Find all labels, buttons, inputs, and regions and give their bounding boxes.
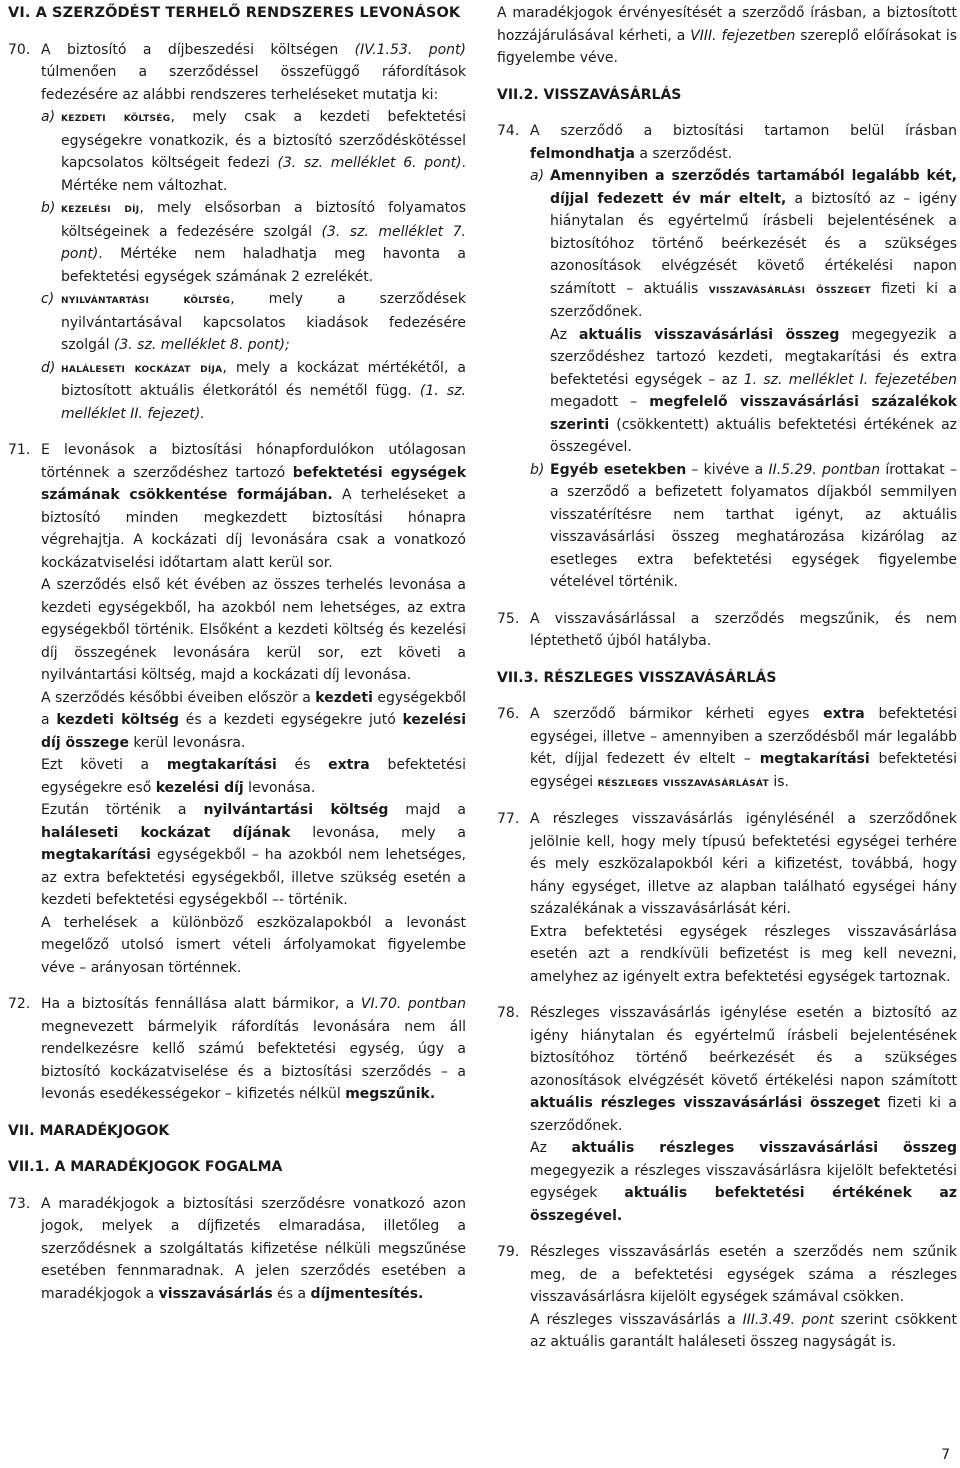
text-span: írottakat – a szerződő a befizetett folyamatos díjakból semmilyen visszatérítésre nem tarthat igényt, az aktuális visszavásárlási összeg meghatározása kizárólag az esetleges extra befektetési egységek figyelembe vételével történik. xyxy=(550,461,958,590)
bold-span: kezelési díj összege xyxy=(41,712,466,751)
list-label: b) xyxy=(530,461,545,478)
defined-term: haláleseti kockázat díja xyxy=(61,360,223,376)
text-span: – kivéve a xyxy=(686,461,769,478)
cross-reference: (3. sz. melléklet 6. pont) xyxy=(277,155,462,171)
paragraph-77 xyxy=(497,808,957,988)
paragraph-75 xyxy=(497,608,957,653)
text xyxy=(41,754,466,799)
text-span: levonása, mely a xyxy=(290,824,466,841)
text-span: megnevezett bármelyik ráfordítás levonására nem áll rendelkezésre kellő számú befektetési egység, úgy a biztosító kockázatviselése és a biztosítási szerződés – a levonás esedékességekor – kifizetés nélkül xyxy=(41,1018,466,1102)
text-span: a szerződést. xyxy=(634,145,733,162)
bold-span: aktuális részleges visszavásárlási összeg xyxy=(571,1140,957,1156)
text-span: A biztosító a díjbeszedési költségen xyxy=(41,41,355,58)
list-label: b) xyxy=(41,200,56,216)
bold-span: díjmentesítés. xyxy=(310,1285,424,1302)
text-span: . Mértéke nem változhat. xyxy=(61,155,466,194)
list-body xyxy=(550,459,957,594)
text-span: majd a xyxy=(388,802,466,818)
text xyxy=(41,799,466,912)
cross-reference: (3. sz. melléklet 7. pont) xyxy=(61,223,466,262)
text xyxy=(530,120,957,165)
list-body xyxy=(550,165,957,459)
defined-term: kezdeti költség xyxy=(61,110,171,125)
text xyxy=(530,703,957,794)
paragraph-74 xyxy=(497,120,957,594)
cross-reference: III.3.49. pont xyxy=(742,1311,834,1328)
cross-reference: (1. sz. melléklet II. fejezet). xyxy=(61,383,466,422)
bold-span: Egyéb esetekben xyxy=(550,461,687,478)
paragraph-number: 79. xyxy=(497,1244,520,1260)
text-span: A szerződés későbbi éveiben először a xyxy=(41,689,316,706)
cross-reference: VI.70. pontban xyxy=(360,996,467,1012)
bold-span: kezdeti xyxy=(315,689,373,706)
text-span: szereplő előírásokat is figyelembe véve. xyxy=(497,27,958,66)
defined-term: részleges visszavásárlását xyxy=(597,774,769,790)
text-span: A szerződő a biztosítási tartamon belül írásban xyxy=(530,123,957,139)
paragraph-72 xyxy=(8,993,466,1106)
cross-reference: (IV.1.53. pont) xyxy=(354,41,466,58)
bold-span: extra xyxy=(823,706,865,722)
paragraph-number: 77. xyxy=(497,811,520,827)
text-span: a biztosító az – igény hiánytalan és egyértelmű írásbeli bejelentésének a biztosítóhoz történő beérkezését és a szükséges azonosítások elvégzését követő értékelési napon számított – aktuális xyxy=(550,190,957,297)
paragraph-number: 74. xyxy=(497,123,520,139)
text-span: A részleges visszavásárlás a xyxy=(530,1311,743,1328)
bold-span: aktuális részleges visszavásárlási összeget xyxy=(530,1095,881,1111)
list-label: d) xyxy=(41,359,56,376)
text-span: Ha a biztosítás fennállása alatt bármikor, a xyxy=(41,996,361,1012)
section-heading-vii-3: VII.3. RÉSZLEGES VISSZAVÁSÁRLÁS xyxy=(497,669,777,686)
text-span: A maradékjogok érvényesítését a szerződő írásban, a biztosított hozzájárulásával kérheti, a xyxy=(497,5,957,44)
bold-span: Amennyiben a szerződés tartamából legalább két, díjjal fedezett év már eltelt, xyxy=(550,168,957,207)
bold-span: megtakarítási xyxy=(166,757,277,773)
text-span: , mely csak a kezdeti befektetési egységekre vonatkozik, és a biztosító szerződéskötéssel kapcsolatos költségeit fedezi xyxy=(61,109,467,171)
list-item-b xyxy=(41,197,466,288)
text-span: szerint csökkent az aktuális garantált haláleseti összeg nagyságát is. xyxy=(530,1311,958,1350)
bold-span: megszűnik. xyxy=(345,1086,436,1102)
list-label: c) xyxy=(41,291,55,307)
text-span: megegyezik a részleges visszavásárlásra kijelölt befektetési egységek xyxy=(530,1162,957,1201)
paragraph-body xyxy=(530,1002,957,1227)
text-span: . Mértéke nem haladhatja meg havonta a befektetési egységek számának 2 ezrelékét. xyxy=(61,246,466,285)
paragraph-78 xyxy=(497,1002,957,1227)
text xyxy=(41,439,466,574)
text-span: levonása. xyxy=(243,779,316,796)
text-span: is. xyxy=(768,773,789,790)
list-body xyxy=(61,197,466,288)
paragraph-body xyxy=(530,1241,957,1354)
bold-span: felmondhatja xyxy=(530,145,635,162)
bold-span: aktuális befektetési értékének az összegével. xyxy=(530,1185,957,1224)
bold-span: kezelési díj xyxy=(155,779,244,796)
bold-span: megtakarítási xyxy=(759,751,870,767)
text-span: Ezt követi a xyxy=(41,757,167,773)
paragraph-number: 75. xyxy=(497,610,520,627)
paragraph-body xyxy=(497,2,957,70)
bold-span: extra xyxy=(328,757,370,773)
bold-span: megfelelő visszavásárlási százalékok szerinti xyxy=(550,394,957,433)
text: A visszavásárlással a szerződés megszűnik, és nem léptethető újból hatályba. xyxy=(530,610,957,649)
text-span: Részleges visszavásárlás igénylése esetén a biztosító az igény hiánytalan és egyértelmű írásbeli bejelentésének biztosítóhoz történő beérkezését és a szükséges azonosítások elvégzését követő értékelési napon számított xyxy=(530,1005,957,1089)
text-span: , mely a szerződések nyilvántartásával kapcsolatos kiadások fedezésére szolgál xyxy=(61,291,466,353)
text-span: és a kezdeti egységekre jutó xyxy=(178,712,403,728)
paragraph-body xyxy=(41,993,466,1106)
list-item-a xyxy=(41,106,466,197)
list-item-c xyxy=(41,288,466,357)
text-span: és a xyxy=(272,1285,311,1302)
paragraph-number: 76. xyxy=(497,706,520,722)
text xyxy=(41,993,466,1106)
text-span: kerül levonásra. xyxy=(128,734,246,751)
text-span: E levonások a biztosítási hónapfordulókon utólagosan történnek a szerződéshez tartozó xyxy=(41,442,466,481)
bold-span: befektetési egységek számának csökkentése formájában. xyxy=(41,464,467,503)
text-span: megegyezik a szerződéshez tartozó kezdeti, megtakarítási és extra befektetési egységek – az xyxy=(550,326,957,388)
paragraph-number: 73. xyxy=(8,1195,31,1212)
text-span: befektetési egységei, illetve – amennyiben a szerződésből már legalább két, díjjal fedezett év eltelt – xyxy=(530,706,957,767)
paragraph-number: 78. xyxy=(497,1005,520,1021)
bold-span: visszavásárlás xyxy=(158,1285,273,1302)
list-body xyxy=(61,357,466,426)
text xyxy=(41,687,466,755)
cross-reference: II.5.29. pontban xyxy=(768,461,881,478)
list-item-b xyxy=(530,459,957,594)
cross-reference: VIII. fejezetben xyxy=(690,27,796,44)
text-span: Ezután történik a xyxy=(41,802,204,818)
text-span: fizeti ki a szerződőnek. xyxy=(530,1095,957,1134)
list-body xyxy=(61,106,466,197)
list-body xyxy=(61,288,466,357)
right-column xyxy=(497,2,957,1354)
paragraph-number: 70. xyxy=(8,41,31,58)
bold-span: haláleseti kockázat díjának xyxy=(41,824,291,841)
left-column xyxy=(8,2,466,1305)
section-heading-vi: VI. A SZERZŐDÉST TERHELŐ RENDSZERES LEVONÁSOK xyxy=(8,5,461,21)
paragraph-71 xyxy=(8,439,466,979)
bold-span: nyilvántartási költség xyxy=(203,802,389,818)
bold-span: kezdeti költség xyxy=(56,712,179,728)
text: Részleges visszavásárlás esetén a szerződés nem szűnik meg, de a befektetési egységek száma a részleges visszavásárlásra kijelölt egységek számával csökken. xyxy=(530,1244,957,1305)
text xyxy=(497,2,957,70)
list-label: a) xyxy=(41,109,56,125)
defined-term: visszavásárlási összeget xyxy=(708,281,871,297)
text xyxy=(41,39,466,107)
list-label: a) xyxy=(530,168,545,184)
text xyxy=(530,1309,957,1354)
text-span: A maradékjogok a biztosítási szerződésre vonatkozó azon jogok, melyek a díjfizetés elmaradása, illetőleg a szerződésnek a szolgáltatás kifizetése nélküli megszűnése esetében fennmaradnak. A jelen szerződés esetében a maradékjogok a xyxy=(41,1195,466,1302)
text-span: A terheléseket a biztosító minden megkezdett biztosítási hónapra végrehajtja. A kockázati díj levonására csak a vonatkozó kockázatviselési időtartam alatt kerül sor. xyxy=(41,487,466,571)
text-span: Az xyxy=(550,326,579,343)
text: A szerződés első két évében az összes terhelés levonása a kezdeti egységekből, ha azokból nem lehetséges, az extra egységekből történik. Elsőként a kezdeti költség és kezelési díj összegének levonására kerül sor, ezt követi a nyilvántartási költség, majd a kockázati díj levonása. xyxy=(41,577,466,683)
text-span: Az xyxy=(530,1140,572,1156)
text xyxy=(41,1193,466,1306)
text-span: befektetési egységekre eső xyxy=(41,757,466,796)
text-span: egységekből – ha azokból nem lehetséges, az extra befektetési egységekből, illetve szükség esetén a kezdeti befektetési egységekből –- történik. xyxy=(41,847,466,908)
text-span: (csökkentett) aktuális befektetési értékének az összegével. xyxy=(550,416,957,455)
list-item-a xyxy=(530,165,957,459)
paragraph-body xyxy=(530,808,957,988)
cross-reference: 1. sz. melléklet I. fejezetében xyxy=(743,371,957,388)
paragraph-body xyxy=(530,120,957,594)
text-span: befektetési egységei xyxy=(530,751,957,790)
text-span: és xyxy=(276,757,329,773)
paragraph-number: 71. xyxy=(8,442,31,458)
page-number: 7 xyxy=(941,1446,950,1463)
section-heading-vii-2: VII.2. VISSZAVÁSÁRLÁS xyxy=(497,86,682,103)
paragraph-73-continued xyxy=(497,2,957,70)
text-span: megadott – xyxy=(550,394,650,410)
section-heading-vii-1: VII.1. A MARADÉKJOGOK FOGALMA xyxy=(8,1159,283,1175)
paragraph-70 xyxy=(8,39,466,426)
text-span: , mely elsősorban a biztosító folyamatos költségeinek a fedezésére szolgál xyxy=(61,200,466,240)
bold-span: aktuális visszavásárlási összeg xyxy=(578,326,840,343)
paragraph-79 xyxy=(497,1241,957,1354)
text xyxy=(530,1137,957,1227)
text: A részleges visszavásárlás igénylésénél a szerződőnek jelölnie kell, hogy mely típusú befektetési egységei terhére és mely eszközalapokból kéri a kifizetést, továbbá, hogy hány egységet, illetve az alapban található egységei hány százalékának a visszavásárlását kéri. xyxy=(530,811,957,917)
cross-reference: (3. sz. melléklet 8. pont); xyxy=(113,337,290,353)
text-span: , mely a kockázat mértékétől, a biztosított aktuális életkorától és nemétől függ. xyxy=(61,359,466,399)
text-span: fizeti ki a szerződőnek. xyxy=(550,280,957,320)
list-item-d xyxy=(41,357,466,426)
paragraph-76 xyxy=(497,703,957,794)
bold-span: megtakarítási xyxy=(41,847,151,863)
text-span: túlmenően a szerződéssel összefüggő ráfordítások fedezésére az alábbi rendszeres terheléseket mutatja ki: xyxy=(41,64,466,103)
defined-term: kezelési díj xyxy=(61,201,140,216)
paragraph-73 xyxy=(8,1193,466,1306)
paragraph-body xyxy=(530,703,957,794)
paragraph-number: 72. xyxy=(8,996,31,1012)
paragraph-body xyxy=(530,608,957,653)
paragraph-body xyxy=(41,1193,466,1306)
text: Extra befektetési egységek részleges visszavásárlása esetén azt a rendkívüli befizetést is meg kell nevezni, amelyhez az igényelt extra befektetési egységek tartoznak. xyxy=(530,923,957,985)
section-heading-vii: VII. MARADÉKJOGOK xyxy=(8,1122,170,1139)
paragraph-body xyxy=(41,39,466,426)
text-span: egységekből a xyxy=(41,689,466,728)
paragraph-body xyxy=(41,439,466,979)
text-span: A szerződő bármikor kérheti egyes xyxy=(530,706,824,722)
text xyxy=(530,1002,957,1137)
defined-term: nyilvántartási költség xyxy=(61,292,231,307)
text: A terhelések a különböző eszközalapokból a levonást megelőző utolsó ismert vételi árfolyamokat figyelembe véve – arányosan történnek. xyxy=(41,914,466,976)
